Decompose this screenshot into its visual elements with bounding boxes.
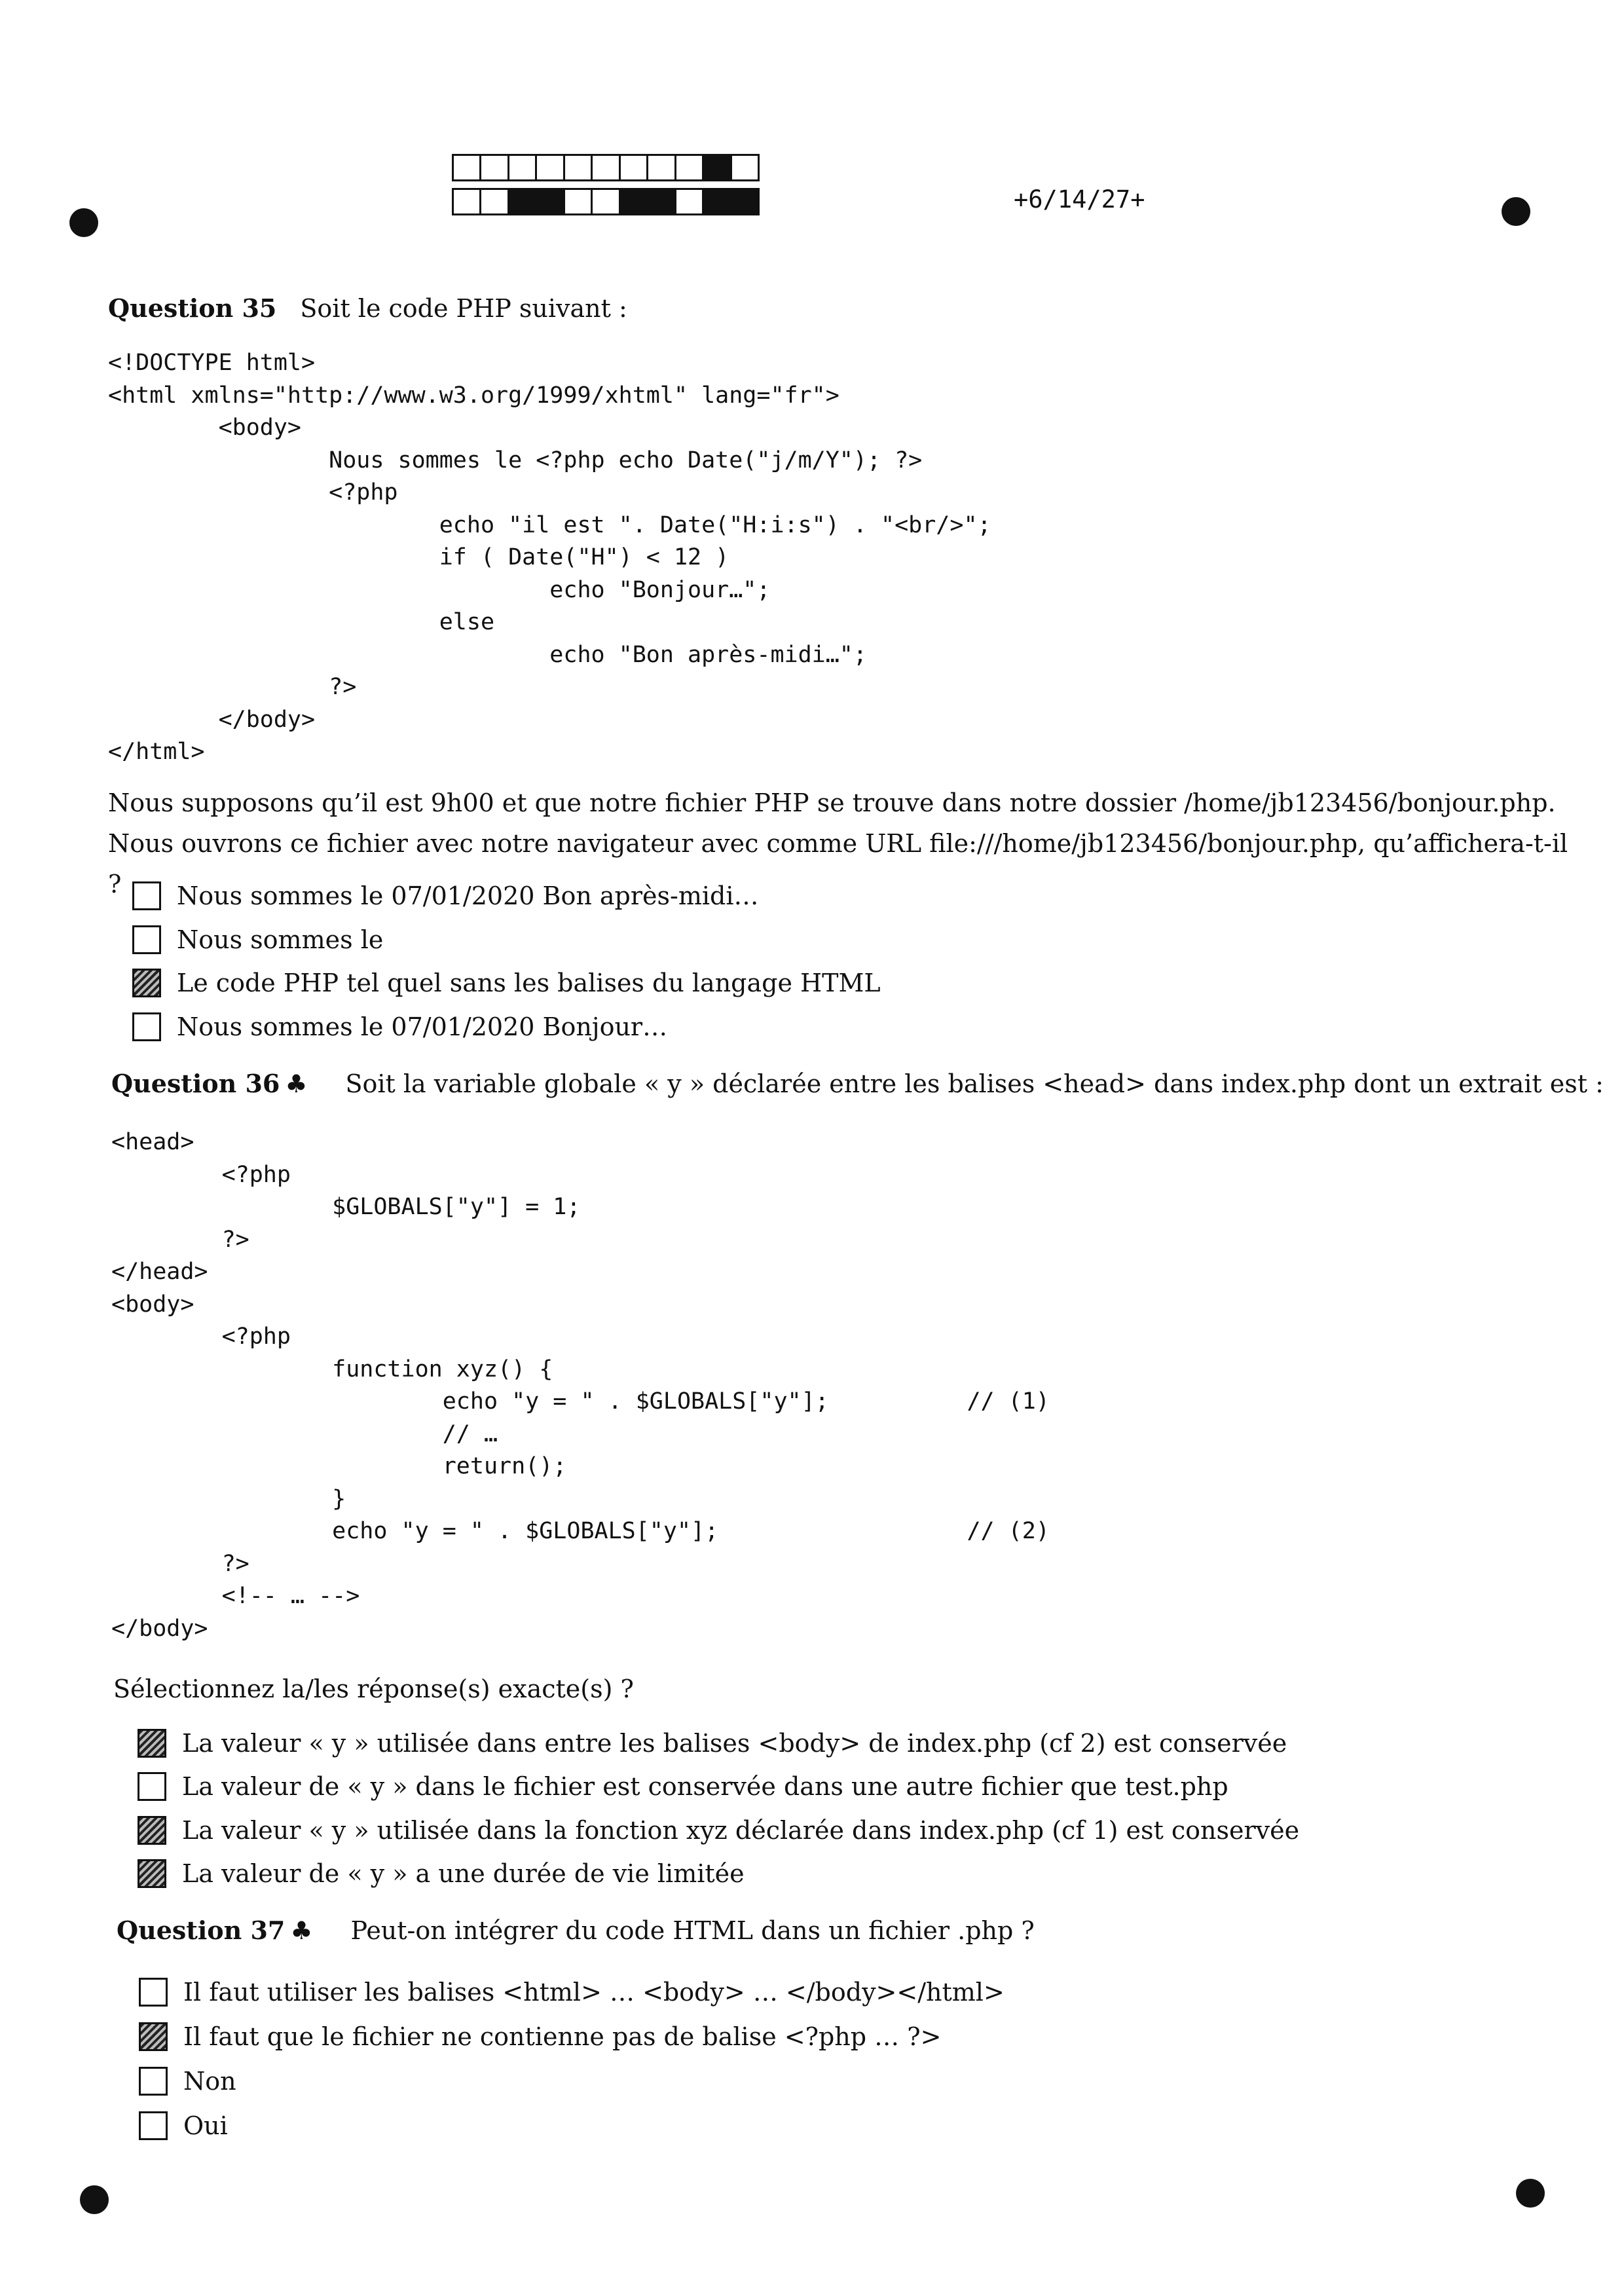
answer-checkbox[interactable] [138, 1859, 166, 1888]
registration-mark-top-right [1502, 197, 1530, 226]
question-label: Question 35 [108, 293, 277, 323]
answer-checkbox[interactable] [139, 2111, 168, 2140]
barcode-cell [537, 190, 564, 213]
answer-label: Non [183, 2067, 236, 2096]
barcode-cell [454, 190, 481, 213]
question-35-code: <!DOCTYPE html> <html xmlns="http://www.w3.org/1999/xhtml" lang="fr"> <body> Nous sommes le <?php echo Date("j/m/Y"); ?> <?php echo "il est ". Date("H:i:s") . "<br/>"; if ( Date("H") < 12 ) echo "Bonjour…"; else echo "Bon après-midi…"; ?> </body> </html> [108, 350, 991, 765]
answer-option[interactable] [132, 921, 383, 958]
barcode-cell [593, 190, 620, 213]
answer-checkbox[interactable] [132, 969, 161, 997]
barcode-cell [509, 190, 537, 213]
question-label: Question 37 [117, 1916, 286, 1945]
answer-checkbox[interactable] [132, 925, 161, 954]
registration-mark-top-left [69, 208, 98, 237]
barcode-cell [481, 190, 509, 213]
answer-option[interactable] [139, 2063, 236, 2100]
answer-option[interactable] [138, 1768, 1228, 1805]
answer-option[interactable] [139, 1974, 1005, 2010]
barcode-cell [509, 156, 537, 179]
barcode-cell [704, 156, 731, 179]
question-label: Question 36 [111, 1069, 280, 1098]
barcode-cell [732, 190, 758, 213]
answer-label: Le code PHP tel quel sans les balises du langage HTML [177, 969, 881, 997]
barcode-cell [676, 190, 704, 213]
barcode-cell [565, 190, 593, 213]
answer-label: Nous sommes le [177, 925, 384, 954]
barcode-cell [454, 156, 481, 179]
answer-checkbox[interactable] [138, 1772, 166, 1801]
question-text: Soit le code PHP suivant : [300, 294, 627, 323]
club-symbol: ♣ [285, 1069, 308, 1098]
answer-option[interactable] [138, 1855, 745, 1892]
answer-label: La valeur de « y » dans le fichier est conservée dans une autre fichier que test.php [182, 1772, 1228, 1801]
answer-checkbox[interactable] [138, 1816, 166, 1845]
barcode-cell [648, 156, 676, 179]
barcode-cell [648, 190, 676, 213]
answer-label: Il faut que le fichier ne contienne pas de balise <?php … ?> [183, 2022, 942, 2051]
question-text: Peut-on intégrer du code HTML dans un fichier .php ? [350, 1916, 1035, 1945]
answer-checkbox[interactable] [138, 1729, 166, 1758]
answer-label: La valeur de « y » a une durée de vie limitée [182, 1859, 745, 1888]
barcode-cell [704, 190, 731, 213]
barcode-row-2 [452, 188, 760, 215]
barcode-cell [537, 156, 564, 179]
page-id: +6/14/27+ [1014, 185, 1145, 213]
answer-checkbox[interactable] [132, 881, 161, 910]
question-37-header [117, 1916, 1035, 1945]
barcode-cell [481, 156, 509, 179]
answer-option[interactable] [138, 1725, 1287, 1762]
barcode-cell [676, 156, 704, 179]
question-35-header [108, 293, 627, 323]
barcode-cell [732, 156, 758, 179]
question-35-prompt: Nous supposons qu’il est 9h00 et que notre fichier PHP se trouve dans notre dossier /home/jb123456/bonjour.php. Nous ouvrons ce fichier avec notre navigateur avec comme URL file:///home/jb123456/bonjour.php, qu’affichera-t-il ? [108, 788, 1568, 898]
answer-checkbox[interactable] [132, 1012, 161, 1041]
answer-option[interactable] [139, 2018, 941, 2055]
registration-mark-bottom-left [80, 2185, 109, 2214]
barcode-cell [621, 190, 648, 213]
answer-option[interactable] [132, 965, 881, 1001]
answer-option[interactable] [138, 1812, 1299, 1849]
barcode-row-1 [452, 154, 760, 181]
answer-option[interactable] [132, 1009, 667, 1045]
answer-label: Nous sommes le 07/01/2020 Bonjour… [177, 1012, 668, 1041]
answer-label: Nous sommes le 07/01/2020 Bon après-midi… [177, 881, 759, 910]
barcode-cell [565, 156, 593, 179]
question-text: Soit la variable globale « y » déclarée entre les balises <head> dans index.php dont un extrait est : [345, 1069, 1604, 1098]
answer-checkbox[interactable] [139, 2022, 168, 2051]
registration-mark-bottom-right [1516, 2179, 1545, 2208]
answer-option[interactable] [139, 2107, 228, 2144]
answer-label: La valeur « y » utilisée dans entre les balises <body> de index.php (cf 2) est conservée [182, 1729, 1287, 1758]
answer-label: Il faut utiliser les balises <html> … <body> … </body></html> [183, 1978, 1005, 2007]
question-36-header [111, 1069, 1604, 1098]
answer-checkbox[interactable] [139, 1978, 168, 2007]
barcode-cell [593, 156, 620, 179]
answer-label: Oui [183, 2111, 228, 2140]
question-36-code: <head> <?php $GLOBALS["y"] = 1; ?> </head> <body> <?php function xyz() { echo "y = " . $GLOBALS["y"]; // (1) // … return(); } echo "y = " . $GLOBALS["y"]; // (2) ?> <!-- … --> </body> [111, 1129, 1050, 1642]
barcode-cell [621, 156, 648, 179]
answer-checkbox[interactable] [139, 2067, 168, 2096]
answer-label: La valeur « y » utilisée dans la fonction xyz déclarée dans index.php (cf 1) est conservée [182, 1816, 1300, 1845]
answer-option[interactable] [132, 878, 759, 914]
club-symbol: ♣ [290, 1916, 313, 1945]
question-36-prompt: Sélectionnez la/les réponse(s) exacte(s) ? [113, 1675, 634, 1703]
